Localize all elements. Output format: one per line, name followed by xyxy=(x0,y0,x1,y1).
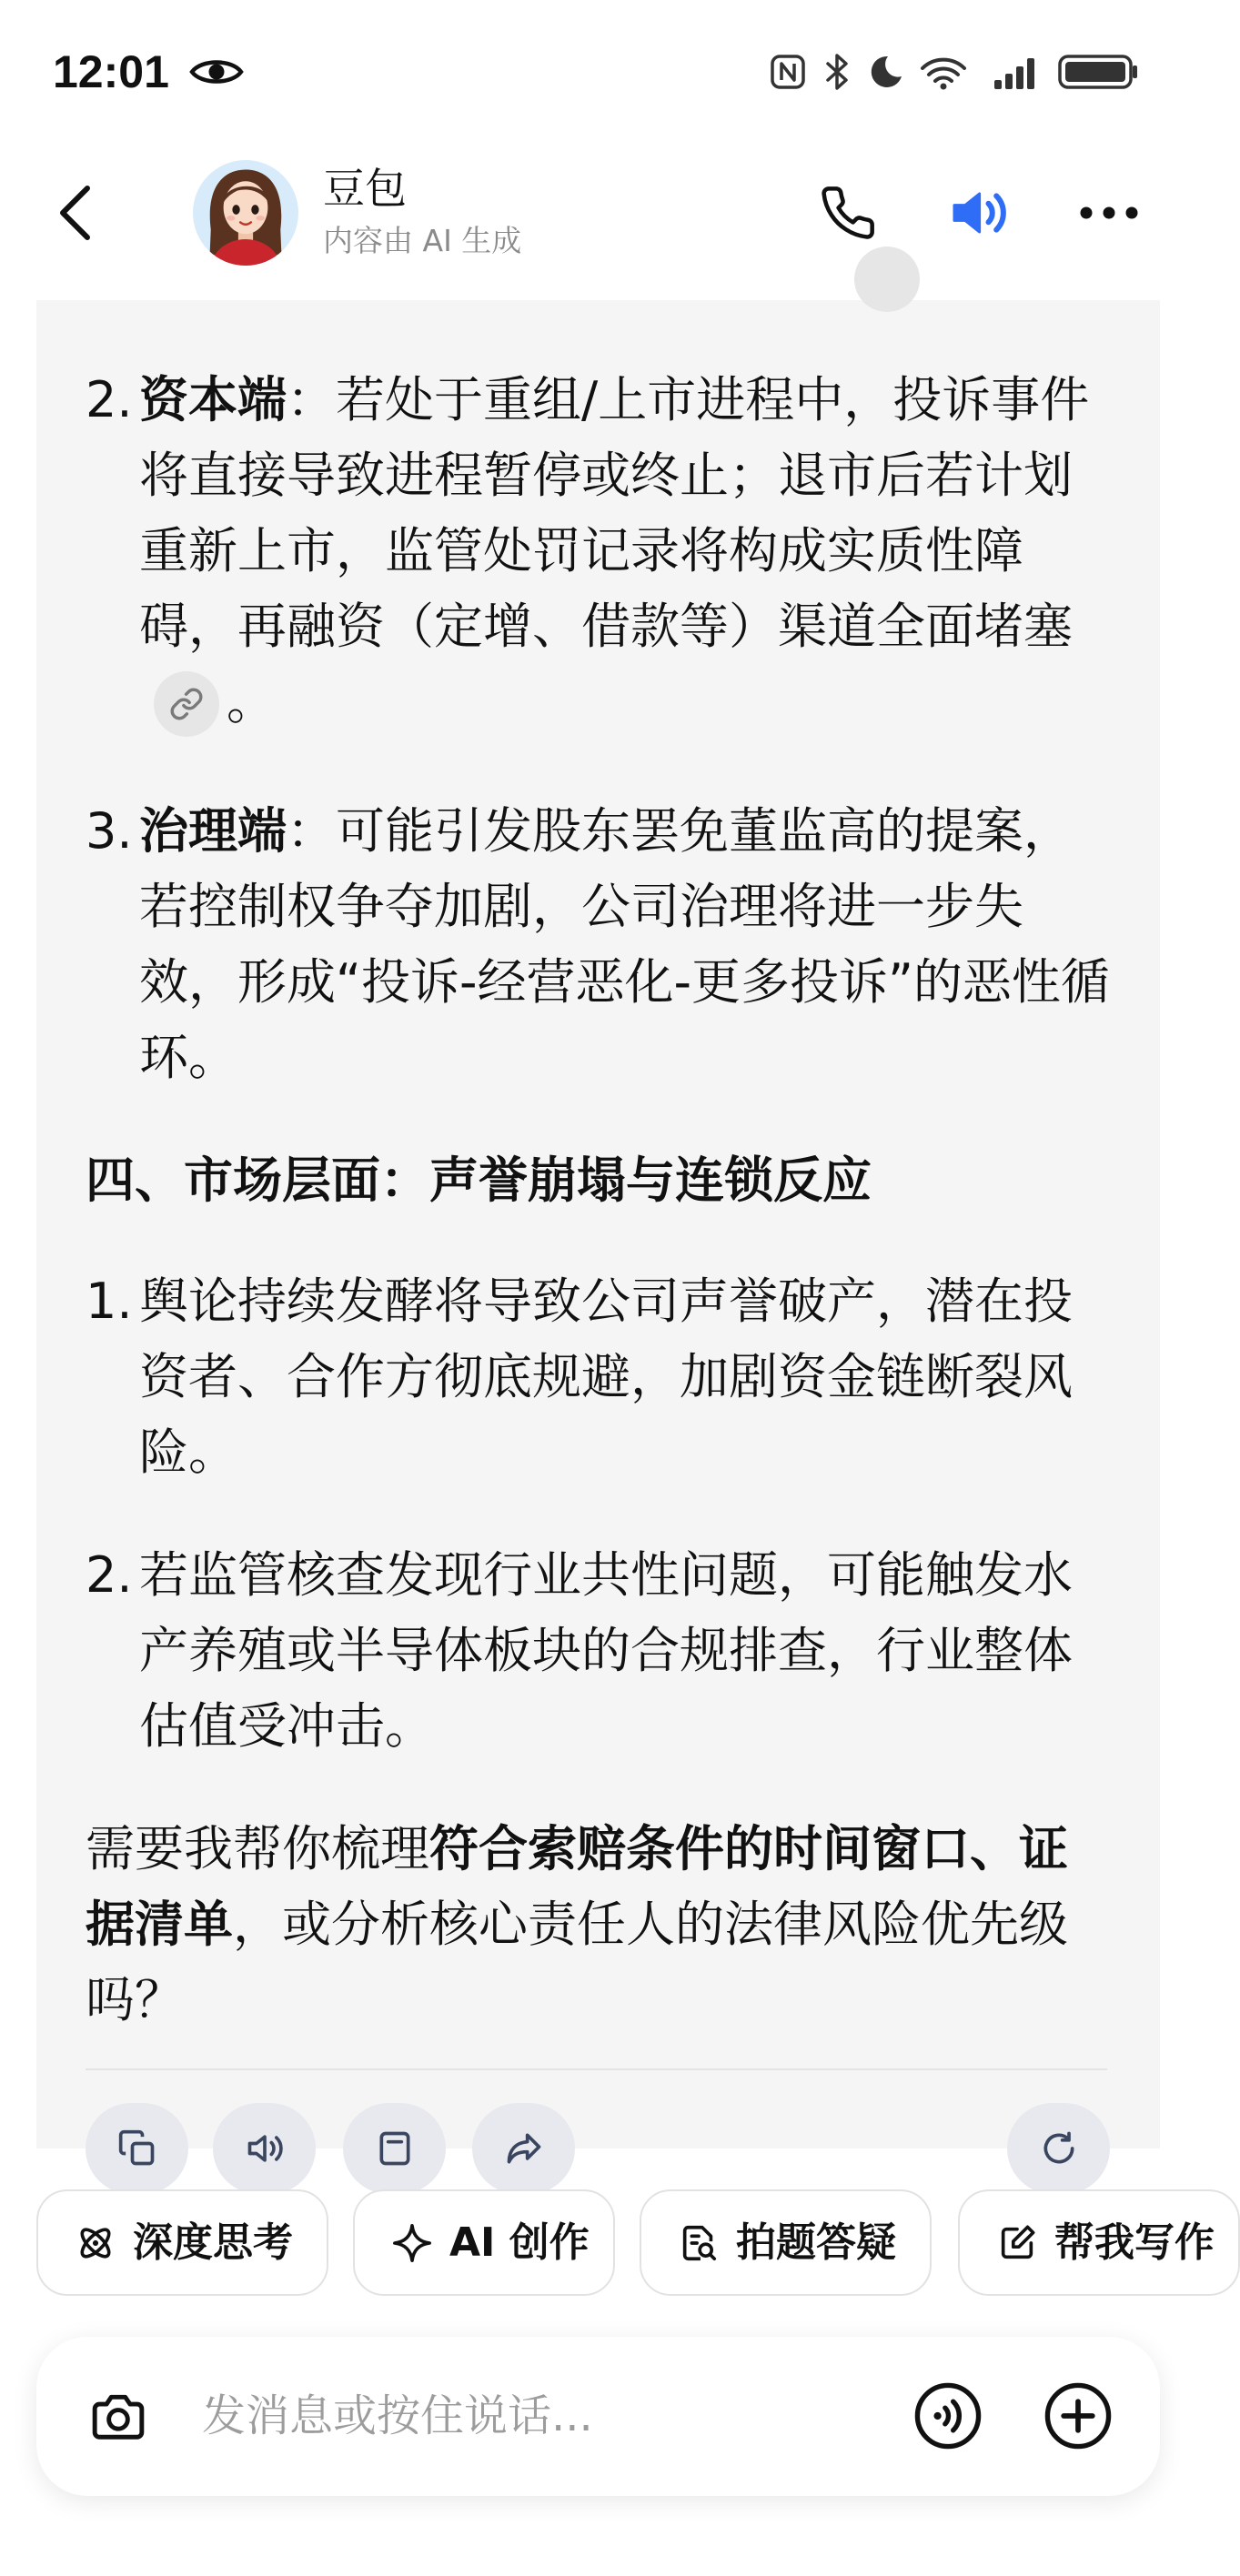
clock-time: 12:01 xyxy=(53,46,169,97)
nfc-icon xyxy=(770,54,806,90)
list-item xyxy=(86,1537,1112,1764)
list-item-text: 若监管核查发现行业共性问题，可能触发水产养殖或半导体板块的合规排查，行业整体估值受冲击。 xyxy=(139,1546,1073,1756)
read-aloud-button[interactable] xyxy=(213,2103,316,2194)
followup-question xyxy=(86,1811,1112,2038)
bot-name: 豆包 xyxy=(323,164,407,213)
ai-generated-note: 内容由 AI 生成 xyxy=(323,223,522,258)
followup-suffix: ，或分析核心责任人的法律风险优先级吗？ xyxy=(86,1896,1068,2029)
list-item-tail: 。 xyxy=(227,673,276,730)
back-icon[interactable] xyxy=(56,184,93,242)
message-actions xyxy=(86,2103,1112,2194)
list-item-text xyxy=(139,793,1112,1095)
section-heading: 四、市场层面：声誉崩塌与连锁反应 xyxy=(86,1152,872,1210)
message-divider xyxy=(86,2068,1107,2070)
copy-icon xyxy=(117,2128,157,2168)
list-item-term: 资本端 xyxy=(139,371,287,428)
save-icon xyxy=(375,2128,415,2168)
bluetooth-icon xyxy=(824,53,850,91)
battery-icon xyxy=(1058,54,1138,90)
read-aloud-icon xyxy=(245,2128,285,2168)
list-item-body: ：若处于重组/上市进程中，投诉事件将直接导致进程暂停或终止；退市后若计划重新上市，监管处罚记录将构成实质性障碍，再融资（定增、借款等）渠道全面堵塞 xyxy=(139,371,1090,655)
followup-prefix: 需要我帮你梳理 xyxy=(86,1820,429,1878)
list-item-term: 治理端 xyxy=(139,802,287,860)
message-composer xyxy=(36,2337,1160,2496)
edit-icon xyxy=(996,2222,1038,2264)
regenerate-button[interactable] xyxy=(1007,2103,1110,2194)
list-item-text: 舆论持续发酵将导致公司声誉破产，潜在投资者、合作方彻底规避，加剧资金链断裂风险。 xyxy=(139,1273,1073,1482)
eye-icon xyxy=(189,55,244,88)
quick-actions-bar[interactable] xyxy=(0,2189,1215,2296)
list-item-body: ：可能引发股东罢免董监高的提案，若控制权争夺加剧，公司治理将进一步失效，形成“投诉-经营恶化-更多投诉”的恶性循环。 xyxy=(139,802,1110,1087)
list-number: 1. xyxy=(86,1273,133,1331)
list-item-text xyxy=(139,362,1112,746)
list-number: 2. xyxy=(86,1546,133,1605)
atom-icon xyxy=(75,2222,116,2264)
list-number: 2. xyxy=(86,371,133,428)
chip-label: AI 创作 xyxy=(449,2219,590,2266)
list-item xyxy=(86,793,1112,1095)
signal-icon xyxy=(991,55,1040,91)
share-button[interactable] xyxy=(472,2103,575,2194)
camera-icon[interactable] xyxy=(90,2388,146,2444)
quick-action-ai-create[interactable] xyxy=(353,2189,615,2296)
quick-action-writing[interactable] xyxy=(958,2189,1240,2296)
save-button[interactable] xyxy=(343,2103,446,2194)
avatar[interactable] xyxy=(193,160,298,266)
chat-scroll-area[interactable] xyxy=(36,300,1160,2148)
speaker-icon[interactable] xyxy=(946,180,1012,246)
share-icon xyxy=(504,2128,544,2168)
list-item xyxy=(86,1263,1112,1490)
chip-label: 拍题答疑 xyxy=(736,2219,896,2266)
list-number: 3. xyxy=(86,802,133,860)
voice-input-icon[interactable] xyxy=(913,2381,983,2450)
quick-action-deep-thinking[interactable] xyxy=(36,2189,328,2296)
moon-icon xyxy=(868,54,904,90)
link-icon xyxy=(169,687,204,721)
list-item xyxy=(86,362,1112,746)
regenerate-icon xyxy=(1039,2128,1079,2168)
chip-label: 深度思考 xyxy=(133,2219,293,2266)
message-input[interactable] xyxy=(202,2380,893,2452)
chip-label: 帮我写作 xyxy=(1054,2219,1215,2266)
plus-icon[interactable] xyxy=(1043,2381,1113,2450)
followup-emphasis: 符合索赔条件的时间窗口、证据清单 xyxy=(86,1820,1068,1954)
wifi-icon xyxy=(919,55,968,91)
search-document-icon xyxy=(678,2222,720,2264)
more-icon[interactable] xyxy=(1080,206,1138,219)
sparkle-icon xyxy=(391,2222,433,2264)
quick-action-photo-question[interactable] xyxy=(640,2189,932,2296)
source-link-button[interactable] xyxy=(154,671,219,737)
assistant-message xyxy=(36,300,1160,2194)
phone-icon[interactable] xyxy=(819,184,877,242)
copy-button[interactable] xyxy=(86,2103,188,2194)
